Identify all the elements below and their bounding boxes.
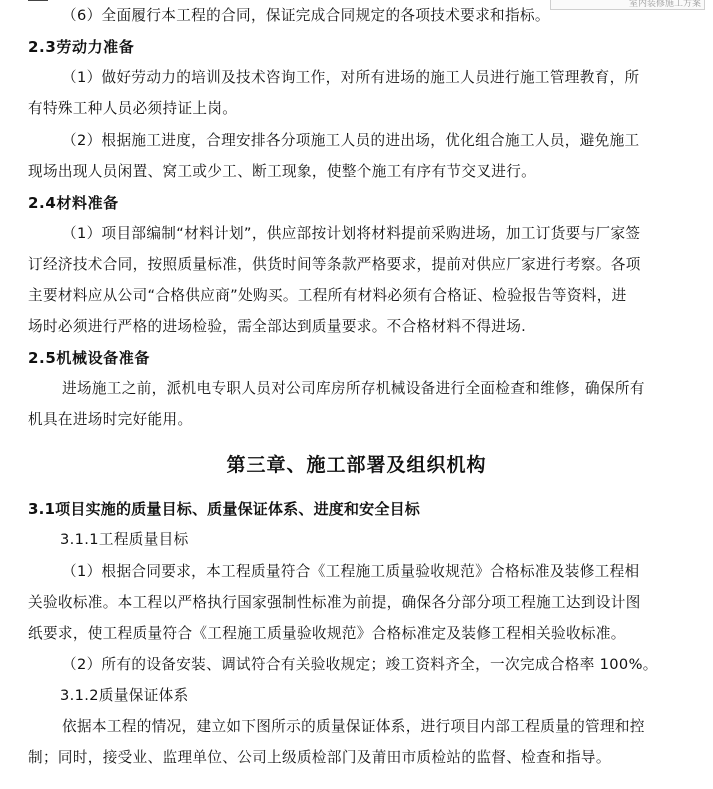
paragraph-line: 机具在进场时完好能用。 <box>28 411 193 428</box>
paragraph-line: 制；同时，接受业、监理单位、公司上级质检部门及莆田市质检站的监督、检查和指导。 <box>28 749 611 766</box>
paragraph-line: 关验收标准。本工程以严格执行国家强制性标准为前提，确保各分部分项工程施工达到设计图 <box>28 594 641 611</box>
paragraph-line: 主要材料应从公司“合格供应商”处购买。工程所有材料必须有合格证、检验报告等资料，进 <box>28 287 627 304</box>
subsection-heading-3-1-1: 3.1.1工程质量目标 <box>60 531 189 548</box>
paragraph-line: （2）根据施工进度，合理安排各分项施工人员的进出场，优化组合施工人员，避免施工 <box>62 132 640 149</box>
paragraph-line: 场时必须进行严格的进场检验，需全部达到质量要求。不合格材料不得进场. <box>28 318 527 335</box>
subsection-heading-3-1-2: 3.1.2质量保证体系 <box>60 687 189 704</box>
paragraph-line: 依据本工程的情况，建立如下图所示的质量保证体系，进行项目内部工程质量的管理和控 <box>62 718 645 735</box>
section-heading-2-4: 2.4材料准备 <box>28 194 119 212</box>
paragraph-line: 有特殊工种人员必须持证上岗。 <box>28 100 238 117</box>
paragraph-line: 进场施工之前，派机电专职人员对公司库房所存机械设备进行全面检查和维修，确保所有 <box>62 380 645 397</box>
paragraph-line: （1）做好劳动力的培训及技术咨询工作，对所有进场的施工人员进行施工管理教育，所 <box>62 69 640 86</box>
paragraph-line: 订经济技术合同，按照质量标准，供货时间等条款严格要求，提前对供应厂家进行考察。各项 <box>28 256 641 273</box>
chapter-title: 第三章、施工部署及组织机构 <box>226 454 487 476</box>
header-rule <box>28 0 48 1</box>
paragraph-line: 现场出现人员闲置、窝工或少工、断工现象，使整个施工有序有节交叉进行。 <box>28 163 537 180</box>
paragraph-line: 纸要求，使工程质量符合《工程施工质量验收规范》合格标准定及装修工程相关验收标准。 <box>28 625 626 642</box>
section-heading-2-5: 2.5机械设备准备 <box>28 349 150 367</box>
paragraph-line: （1）根据合同要求，本工程质量符合《工程施工质量验收规范》合格标准及装修工程相 <box>62 563 640 580</box>
page-header: 室内装修施工方案 <box>550 0 705 10</box>
paragraph-line: （1）项目部编制“材料计划”，供应部按计划将材料提前采购进场，加工订货要与厂家签 <box>62 225 641 242</box>
paragraph-line: （2）所有的设备安装、调试符合有关验收规定；竣工资料齐全，一次完成合格率 100%。 <box>62 656 658 673</box>
section-heading-3-1: 3.1项目实施的质量目标、质量保证体系、进度和安全目标 <box>28 500 420 518</box>
section-heading-2-3: 2.3劳动力准备 <box>28 38 135 56</box>
paragraph-line: （6）全面履行本工程的合同，保证完成合同规定的各项技术要求和指标。 <box>62 7 550 24</box>
